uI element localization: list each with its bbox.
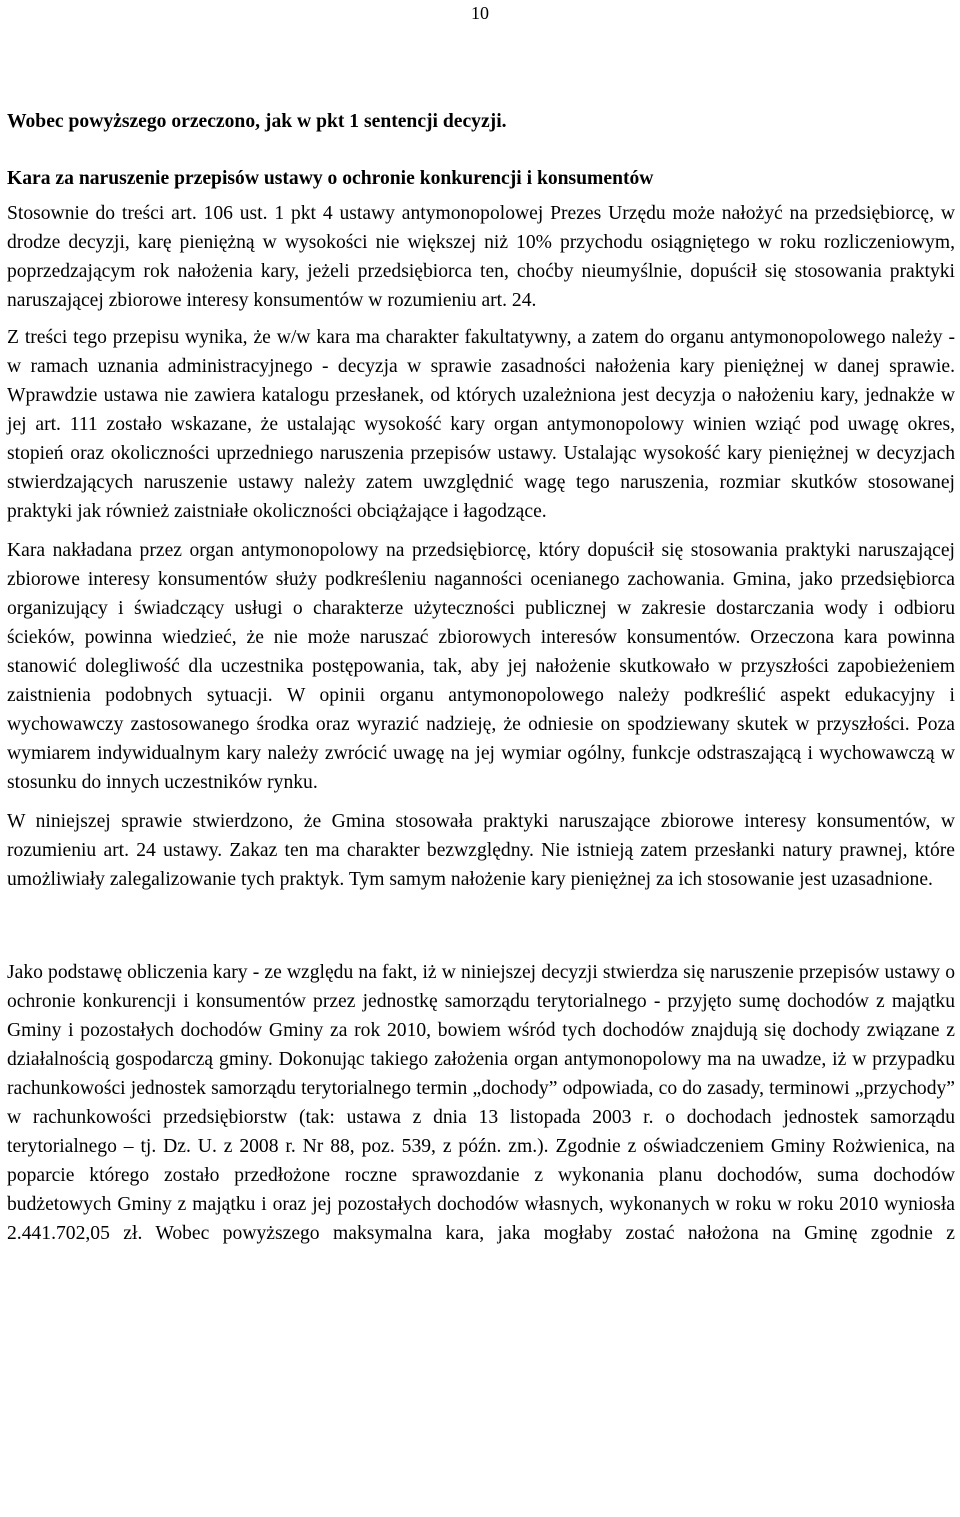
page-number: 10 (471, 3, 489, 23)
conclusion-heading: Wobec powyższego orzeczono, jak w pkt 1 sentencji decyzji. (7, 111, 507, 132)
paragraph-purpose-of-penalty: Kara nakładana przez organ antymonopolowy na przedsiębiorcę, który dopuścił się stosowania praktyki naruszającej zbiorowe interesy konsumentów służy podkreśleniu naganności ocenianego zachowania. Gmina, jako przedsiębiorca organizujący i świadczący usługi o charakterze użyteczności publicznej w zakresie dostarczania wody i odbioru ścieków, powinna wiedzieć, że nie może naruszać zbiorowych interesów konsumentów. Orzeczona kara powinna stanowić dolegliwość dla uczestnika postępowania, tak, aby jej nałożenie skutkowało w przyszłości zapobieżeniem zaistnienia podobnych sytuacji. W opinii organu antymonopolowego należy podkreślić aspekt edukacyjny i wychowawczy zastosowanego środka oraz wyrazić nadzieję, że odniesie on spodziewany skutek w przyszłości. Poza wymiarem indywidualnym kary należy zwrócić uwagę na jej wymiar ogólny, funkcje odstraszającą i wychowawczą w stosunku do innych uczestników rynku. (7, 540, 955, 793)
paragraph-discretion: Z treści tego przepisu wynika, że w/w kara ma charakter fakultatywny, a zatem do organu antymonopolowego należy - w ramach uznania administracyjnego - decyzja w sprawie zasadności nałożenia kary pieniężnej w danej sprawie. Wprawdzie ustawa nie zawiera katalogu przesłanek, od których uzależniona jest decyzja o nałożeniu kary, jednakże w jej art. 111 zostało wskazane, że ustalając wysokość kary organ antymonopolowy winien wziąć pod uwagę okres, stopień oraz okoliczności uprzedniego naruszenia przepisów ustawy. Ustalając wysokość kary pieniężnej w decyzjach stwierdzających naruszenie ustawy należy zatem uwzględnić wagę tego naruszenia, rozmiar skutków stosowanej praktyki jak również zaistniałe okoliczności obciążające i łagodzące. (7, 327, 955, 522)
paragraph-legal-basis: Stosownie do treści art. 106 ust. 1 pkt 4 ustawy antymonopolowej Prezes Urzędu może nałożyć na przedsiębiorcę, w drodze decyzji, karę pieniężną w wysokości nie większej niż 10% przychodu osiągniętego w roku rozliczeniowym, poprzedzającym rok nałożenia kary, jeżeli przedsiębiorca ten, choćby nieumyślnie, dopuścił się stosowania praktyki naruszającej zbiorowe interesy konsumentów w rozumieniu art. 24. (7, 203, 955, 311)
paragraph-justification: W niniejszej sprawie stwierdzono, że Gmina stosowała praktyki naruszające zbiorowe interesy konsumentów, w rozumieniu art. 24 ustawy. Zakaz ten ma charakter bezwzględny. Nie istnieją zatem przesłanki natury prawnej, które umożliwiały zalegalizowanie tych praktyk. Tym samym nałożenie kary pieniężnej za ich stosowanie jest uzasadnione. (7, 811, 955, 890)
document-body (7, 107, 955, 1248)
section-heading-penalty: Kara za naruszenie przepisów ustawy o ochronie konkurencji i konsumentów (7, 168, 654, 189)
paragraph-calculation-basis: Jako podstawę obliczenia kary - ze względu na fakt, iż w niniejszej decyzji stwierdza się naruszenie przepisów ustawy o ochronie konkurencji i konsumentów przez jednostkę samorządu terytorialnego - przyjęto sumę dochodów z majątku Gminy i pozostałych dochodów Gminy za rok 2010, bowiem wśród tych dochodów znajdują się dochody związane z działalnością gospodarczą gminy. Dokonując takiego założenia organ antymonopolowy ma na uwadze, iż w przypadku rachunkowości jednostek samorządu terytorialnego termin „dochody” odpowiada, co do zasady, terminowi „przychody” w rachunkowości przedsiębiorstw (tak: ustawa z dnia 13 listopada 2003 r. o dochodach jednostek samorządu terytorialnego – tj. Dz. U. z 2008 r. Nr 88, poz. 539, z późn. zm.). Zgodnie z oświadczeniem Gminy Rożwienica, na poparcie którego zostało przedłożone roczne sprawozdanie z wykonania planu dochodów, suma dochodów budżetowych Gminy z majątku i oraz jej pozostałych dochodów własnych, wykonanych w roku w roku 2010 wyniosła 2.441.702,05 zł. Wobec powyższego maksymalna kara, jaka mogłaby zostać nałożona na Gminę zgodnie z (7, 962, 955, 1244)
